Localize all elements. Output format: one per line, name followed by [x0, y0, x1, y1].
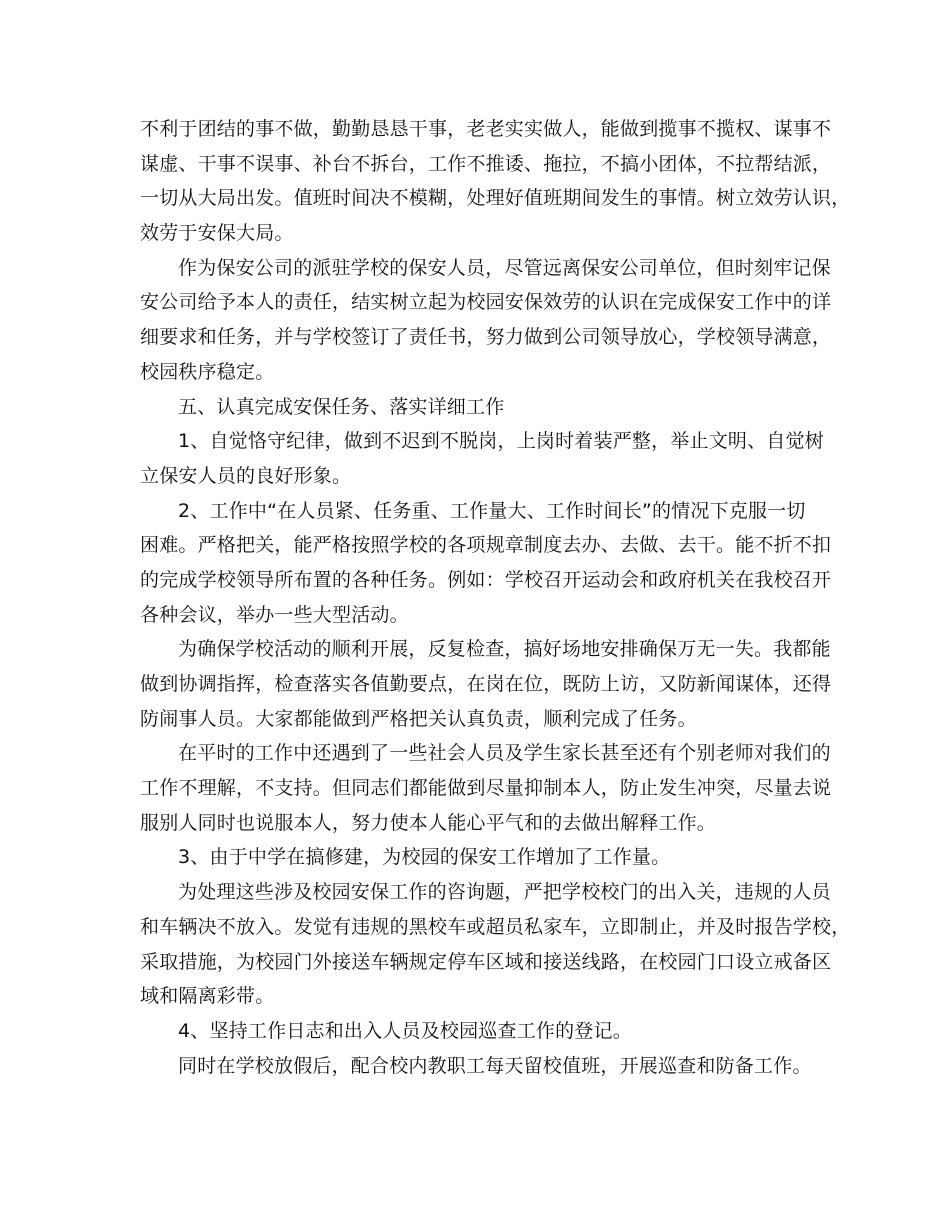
text-line: 细要求和任务，并与学校签订了责任书，努力做到公司领导放心，学校领导满意， — [140, 326, 832, 349]
text-line: 1、自觉恪守纪律，做到不迟到不脱岗，上岗时着装严整，举止文明、自觉树 — [178, 430, 824, 453]
text-line: 安公司给予本人的责任，结实树立起为校园安保效劳的认识在完成保安工作中的详 — [140, 291, 832, 314]
body-text — [140, 112, 851, 1083]
text-line: 效劳于安保大局。 — [140, 222, 294, 245]
text-line: 3、由于中学在搞修建，为校园的保安工作增加了工作量。 — [178, 846, 671, 869]
text-line: 工作不理解，不支持。但同志们都能做到尽量抑制本人，防止发生冲突，尽量去说 — [140, 777, 832, 800]
text-line: 做到协调指挥，检查落实各值勤要点，在岗在位，既防上访，又防新闻谋体，还得 — [140, 673, 832, 695]
text-line: 防闹事人员。大家都能做到严格把关认真负责，顺利完成了任务。 — [140, 707, 697, 730]
text-line: 为处理这些涉及校园安保工作的咨询题，严把学校校门的出入关，违规的人员 — [178, 881, 831, 904]
text-line: 同时在学校放假后，配合校内教职工每天留校值班，开展巡查和防备工作。 — [178, 1054, 812, 1077]
text-line: 在平时的工作中还遇到了一些社会人员及学生家长甚至还有个别老师对我们的 — [178, 742, 831, 765]
text-line: 为确保学校活动的顺利开展，反复检查，搞好场地安排确保万无一失。我都能 — [178, 638, 831, 661]
text-line: 4、坚持工作日志和出入人员及校园巡查工作的登记。 — [178, 1019, 632, 1042]
text-line: 域和隔离彩带。 — [140, 985, 275, 1008]
text-line: 和车辆决不放入。发觉有违规的黑校车或超员私家车，立即制止，并及时报告学校， — [140, 915, 851, 938]
text-line: 五、认真完成安保任务、落实详细工作 — [178, 395, 505, 418]
text-line: 谋虚、干事不误事、补台不拆台，工作不推诿、拖拉，不搞小团体，不拉帮结派， — [140, 152, 832, 175]
text-line: 不利于团结的事不做，勤勤恳恳干事，老老实实做人，能做到揽事不揽权、谋事不 — [140, 118, 832, 140]
text-line: 各种会议，举办一些大型活动。 — [140, 603, 409, 626]
text-line: 一切从大局出发。值班时间决不模糊，处理好值班期间发生的事情。树立效劳认识， — [140, 187, 851, 210]
text-line: 2、工作中“在人员紧、任务重、工作量大、工作时间长”的情况下克服一切 — [178, 499, 806, 522]
text-line: 的完成学校领导所布置的各种任务。例如：学校召开运动会和政府机关在我校召开 — [140, 568, 832, 591]
text-line: 作为保安公司的派驻学校的保安人员，尽管远离保安公司单位，但时刻牢记保 — [178, 256, 831, 279]
text-line: 立保安人员的良好形象。 — [140, 464, 352, 487]
text-line: 困难。严格把关，能严格按照学校的各项规章制度去办、去做、去干。能不折不扣 — [140, 534, 832, 557]
text-line: 校园秩序稳定。 — [140, 360, 275, 383]
text-line: 采取措施，为校园门外接送车辆规定停车区域和接送线路，在校园门口设立戒备区 — [140, 950, 832, 973]
text-line: 服别人同时也说服本人，努力使本人能心平气和的去做出解释工作。 — [140, 811, 717, 834]
